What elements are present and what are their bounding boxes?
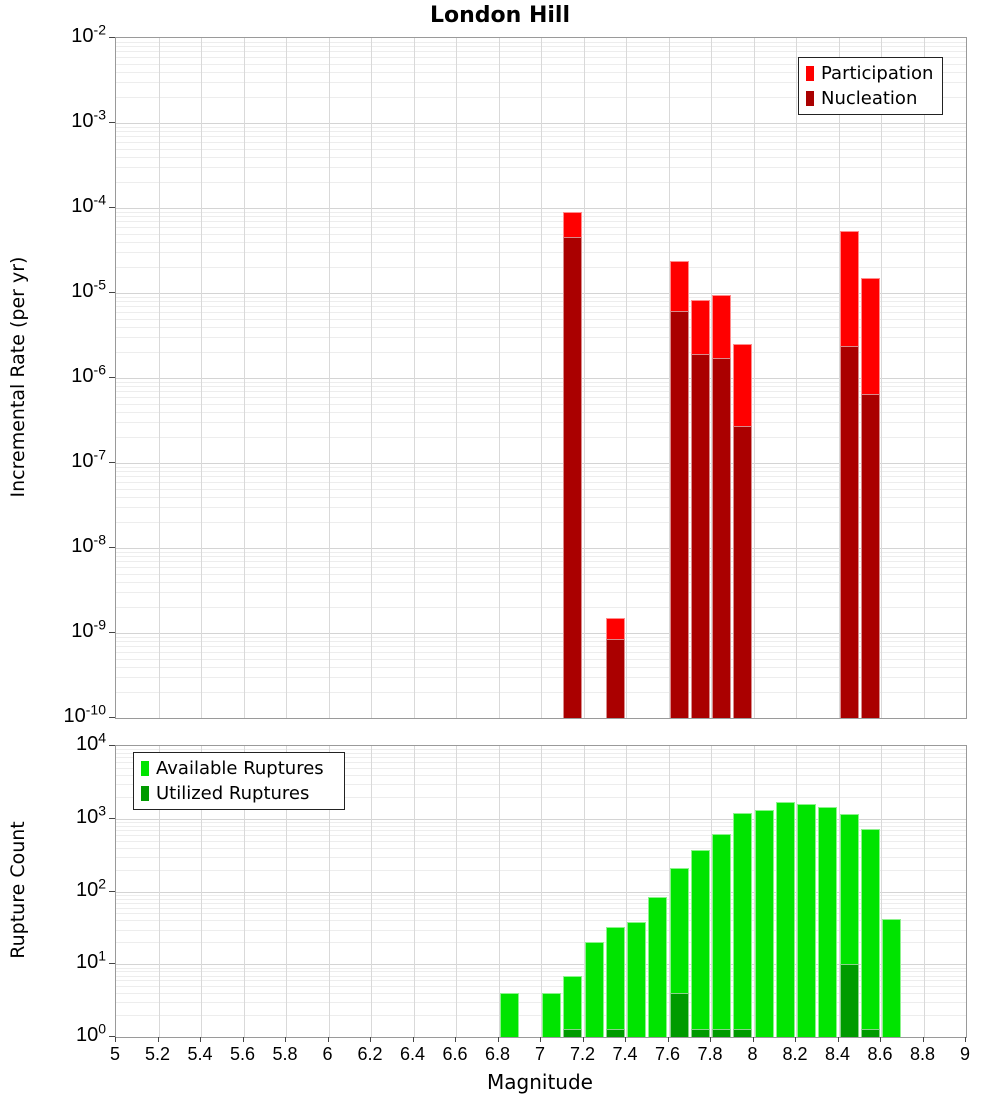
bar-nucleation bbox=[840, 346, 859, 718]
y-tick-mark bbox=[109, 377, 115, 378]
x-tick-label: 8.8 bbox=[909, 1044, 936, 1064]
y-tick-mark bbox=[109, 547, 115, 548]
x-tick-label: 8.6 bbox=[867, 1044, 893, 1064]
bar-available-ruptures bbox=[861, 829, 880, 1037]
v-gridline bbox=[159, 38, 160, 718]
top-chart-panel bbox=[115, 37, 967, 719]
x-tick-mark bbox=[625, 1037, 626, 1042]
v-gridline bbox=[414, 38, 415, 718]
x-tick-mark bbox=[243, 1037, 244, 1042]
y-tick-label: $10^{-8}$ bbox=[71, 531, 106, 557]
y-tick-label: $10^{-4}$ bbox=[71, 191, 106, 217]
bar-nucleation bbox=[861, 394, 880, 718]
bottom-y-axis-label: Rupture Count bbox=[7, 821, 29, 959]
y-tick-mark bbox=[109, 37, 115, 38]
x-tick-label: 7.2 bbox=[569, 1044, 596, 1064]
y-tick-label: $10^{-5}$ bbox=[71, 276, 106, 302]
y-tick-mark bbox=[109, 122, 115, 123]
nucleation-swatch bbox=[806, 91, 814, 106]
v-gridline bbox=[329, 38, 330, 718]
bar-available-ruptures bbox=[563, 976, 582, 1037]
y-tick-label: $10^{-10}$ bbox=[63, 701, 106, 727]
x-tick-mark bbox=[328, 1037, 329, 1042]
bar-utilized-ruptures bbox=[712, 1029, 731, 1037]
v-gridline bbox=[584, 38, 585, 718]
y-tick-label: $10^4$ bbox=[75, 729, 106, 755]
legend-item-participation bbox=[806, 61, 935, 86]
x-tick-mark bbox=[923, 1037, 924, 1042]
x-tick-label: 6.2 bbox=[357, 1044, 383, 1064]
bar-nucleation bbox=[712, 358, 731, 718]
bar-available-ruptures bbox=[648, 897, 667, 1037]
y-tick-mark bbox=[109, 963, 115, 964]
legend-label-participation: Participation bbox=[821, 63, 934, 84]
y-tick-label: $10^0$ bbox=[75, 1020, 106, 1046]
x-tick-mark bbox=[455, 1037, 456, 1042]
available-ruptures-swatch bbox=[141, 761, 149, 776]
bar-nucleation bbox=[691, 354, 710, 718]
y-tick-label: $10^{-3}$ bbox=[71, 106, 106, 132]
x-tick-mark bbox=[583, 1037, 584, 1042]
x-tick-label: 9 bbox=[959, 1044, 970, 1064]
y-tick-label: $10^3$ bbox=[75, 802, 106, 828]
bar-nucleation bbox=[670, 311, 689, 718]
x-tick-mark bbox=[795, 1037, 796, 1042]
bar-available-ruptures bbox=[606, 927, 625, 1037]
x-tick-label: 6 bbox=[322, 1044, 333, 1064]
y-tick-mark bbox=[109, 632, 115, 633]
v-gridline bbox=[924, 746, 925, 1037]
x-tick-label: 8.2 bbox=[782, 1044, 808, 1064]
v-gridline bbox=[881, 38, 882, 718]
x-tick-mark bbox=[158, 1037, 159, 1042]
bar-available-ruptures bbox=[797, 804, 816, 1037]
x-tick-mark bbox=[540, 1037, 541, 1042]
x-tick-label: 8 bbox=[747, 1044, 758, 1064]
y-tick-label: $10^1$ bbox=[75, 947, 106, 974]
bar-utilized-ruptures bbox=[733, 1029, 752, 1037]
x-tick-mark bbox=[710, 1037, 711, 1042]
top-legend bbox=[798, 57, 943, 115]
x-tick-mark bbox=[413, 1037, 414, 1042]
x-tick-mark bbox=[370, 1037, 371, 1042]
y-tick-mark bbox=[109, 462, 115, 463]
bar-utilized-ruptures bbox=[861, 1029, 880, 1037]
x-tick-label: 7 bbox=[534, 1044, 545, 1064]
v-gridline bbox=[286, 38, 287, 718]
bar-utilized-ruptures bbox=[840, 964, 859, 1037]
y-tick-mark bbox=[109, 891, 115, 892]
bar-available-ruptures bbox=[542, 993, 561, 1037]
x-tick-mark bbox=[753, 1037, 754, 1042]
x-tick-mark bbox=[965, 1037, 966, 1042]
x-tick-label: 5.4 bbox=[187, 1044, 213, 1064]
bottom-legend bbox=[133, 752, 345, 810]
x-tick-label: 8.4 bbox=[824, 1044, 851, 1064]
x-tick-label: 6.4 bbox=[399, 1044, 426, 1064]
v-gridline bbox=[924, 38, 925, 718]
y-tick-mark bbox=[109, 745, 115, 746]
x-tick-mark bbox=[838, 1037, 839, 1042]
bar-nucleation bbox=[606, 639, 625, 718]
top-y-axis-label: Incremental Rate (per yr) bbox=[7, 256, 29, 498]
v-gridline bbox=[371, 746, 372, 1037]
bar-utilized-ruptures bbox=[670, 993, 689, 1037]
x-tick-label: 6.6 bbox=[442, 1044, 468, 1064]
x-tick-label: 5 bbox=[109, 1044, 120, 1064]
chart-title: London Hill bbox=[429, 3, 570, 28]
x-tick-mark bbox=[200, 1037, 201, 1042]
bar-available-ruptures bbox=[755, 810, 774, 1037]
v-gridline bbox=[414, 746, 415, 1037]
v-gridline bbox=[796, 38, 797, 718]
bar-available-ruptures bbox=[500, 993, 519, 1037]
legend-label-utilized-ruptures: Utilized Ruptures bbox=[156, 783, 310, 804]
legend-item-utilized-ruptures bbox=[141, 781, 337, 806]
x-tick-label: 7.4 bbox=[612, 1044, 638, 1064]
x-tick-mark bbox=[498, 1037, 499, 1042]
bar-utilized-ruptures bbox=[691, 1029, 710, 1037]
v-gridline bbox=[456, 38, 457, 718]
x-tick-mark bbox=[880, 1037, 881, 1042]
v-gridline bbox=[371, 38, 372, 718]
x-axis-label: Magnitude bbox=[487, 1070, 593, 1094]
y-tick-label: $10^{-7}$ bbox=[71, 446, 106, 472]
bar-utilized-ruptures bbox=[606, 1029, 625, 1037]
bar-nucleation bbox=[563, 237, 582, 718]
bar-available-ruptures bbox=[712, 834, 731, 1037]
x-tick-label: 5.8 bbox=[272, 1044, 298, 1064]
x-tick-label: 7.6 bbox=[654, 1044, 681, 1064]
x-tick-mark bbox=[668, 1037, 669, 1042]
legend-label-nucleation: Nucleation bbox=[821, 88, 918, 109]
utilized-ruptures-swatch bbox=[141, 786, 149, 801]
bar-available-ruptures bbox=[585, 942, 604, 1037]
x-tick-mark bbox=[115, 1037, 116, 1042]
bar-available-ruptures bbox=[818, 807, 837, 1037]
y-tick-label: $10^{-6}$ bbox=[71, 361, 106, 387]
legend-item-nucleation bbox=[806, 86, 935, 111]
bar-available-ruptures bbox=[882, 919, 901, 1037]
x-tick-label: 6.8 bbox=[484, 1044, 511, 1064]
v-gridline bbox=[754, 38, 755, 718]
bar-available-ruptures bbox=[733, 813, 752, 1037]
x-tick-label: 5.2 bbox=[144, 1044, 171, 1064]
bar-available-ruptures bbox=[776, 802, 795, 1037]
legend-label-available-ruptures: Available Ruptures bbox=[156, 758, 324, 779]
v-gridline bbox=[244, 38, 245, 718]
legend-item-available-ruptures bbox=[141, 756, 337, 781]
bar-nucleation bbox=[733, 426, 752, 718]
v-gridline bbox=[201, 38, 202, 718]
v-gridline bbox=[541, 38, 542, 718]
bar-utilized-ruptures bbox=[563, 1029, 582, 1037]
y-tick-mark bbox=[109, 207, 115, 208]
participation-swatch bbox=[806, 66, 814, 81]
x-tick-mark bbox=[285, 1037, 286, 1042]
y-tick-mark bbox=[109, 717, 115, 718]
v-gridline bbox=[626, 38, 627, 718]
y-tick-label: $10^{-9}$ bbox=[71, 616, 106, 642]
bar-available-ruptures bbox=[627, 922, 646, 1037]
y-tick-label: $10^2$ bbox=[75, 874, 106, 901]
y-tick-label: $10^{-2}$ bbox=[71, 21, 106, 47]
y-tick-mark bbox=[109, 292, 115, 293]
bar-available-ruptures bbox=[691, 850, 710, 1037]
v-gridline bbox=[456, 746, 457, 1037]
x-tick-label: 5.6 bbox=[229, 1044, 256, 1064]
v-gridline bbox=[499, 38, 500, 718]
x-tick-label: 7.8 bbox=[697, 1044, 723, 1064]
y-tick-mark bbox=[109, 818, 115, 819]
